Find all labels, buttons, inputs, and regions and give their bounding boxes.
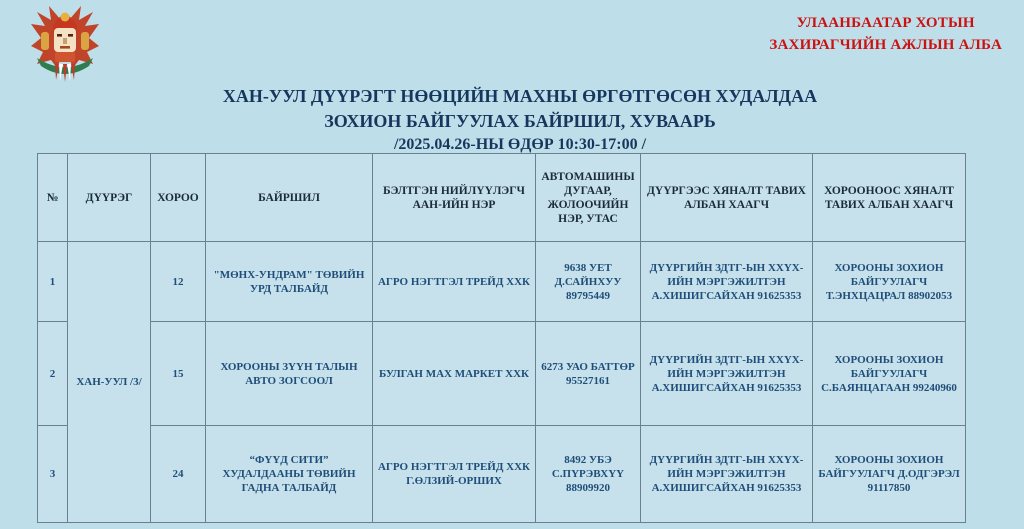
cell-vehicle: 9638 УЕТ Д.САЙНХУУ 89795449 bbox=[536, 242, 641, 322]
cell-location: ХОРООНЫ ЗҮҮН ТАЛЫН АВТО ЗОГСООЛ bbox=[206, 322, 373, 426]
table-row bbox=[38, 426, 966, 523]
cell-district-officer: ДҮҮРГИЙН ЗДТГ-ЫН ХХҮХ-ИЙН МЭРГЭЖИЛТЭН А.ХИШИГСАЙХАН 91625353 bbox=[641, 242, 813, 322]
cell-vehicle: 6273 УАО БАТТӨР 95527161 bbox=[536, 322, 641, 426]
cell-khoroo: 24 bbox=[151, 426, 206, 523]
table-row bbox=[38, 242, 966, 322]
col-header-supplier: БЭЛТГЭН НИЙЛҮҮЛЭГЧ ААН-ИЙН НЭР bbox=[373, 154, 536, 242]
org-name bbox=[769, 12, 1002, 56]
cell-khoroo-officer: ХОРООНЫ ЗОХИОН БАЙГУУЛАГЧ Т.ЭНХЦАЦРАЛ 88902053 bbox=[813, 242, 966, 322]
cell-khoroo: 12 bbox=[151, 242, 206, 322]
date-line: /2025.04.26-НЫ ӨДӨР 10:30-17:00 / bbox=[393, 136, 647, 153]
title-line1: ХАН-УУЛ ДҮҮРЭГТ НӨӨЦИЙН МАХНЫ ӨРГӨТГӨСӨН ХУДАЛДАА bbox=[222, 86, 818, 106]
cell-khoroo-officer: ХОРООНЫ ЗОХИОН БАЙГУУЛАГЧ С.БАЯНЦАГААН 99240960 bbox=[813, 322, 966, 426]
col-header-no: № bbox=[38, 154, 68, 242]
org-name-line1: УЛААНБААТАР ХОТЫН bbox=[796, 15, 975, 31]
col-header-district: ДҮҮРЭГ bbox=[68, 154, 151, 242]
col-header-district-officer: ДҮҮРГЭЭС ХЯНАЛТ ТАВИХ АЛБАН ХААГЧ bbox=[641, 154, 813, 242]
org-name-line2: ЗАХИРАГЧИЙН АЖЛЫН АЛБА bbox=[769, 37, 1002, 53]
col-header-location: БАЙРШИЛ bbox=[206, 154, 373, 242]
cell-location: “ФҮҮД СИТИ” ХУДАЛДААНЫ ТӨВИЙН ГАДНА ТАЛБАЙД bbox=[206, 426, 373, 523]
col-header-khoroo-officer: ХОРООНООС ХЯНАЛТ ТАВИХ АЛБАН ХААГЧ bbox=[813, 154, 966, 242]
col-header-vehicle: АВТОМАШИНЫ ДУГААР, ЖОЛООЧИЙН НЭР, УТАС bbox=[536, 154, 641, 242]
cell-district-officer: ДҮҮРГИЙН ЗДТГ-ЫН ХХҮХ-ИЙН МЭРГЭЖИЛТЭН А.ХИШИГСАЙХАН 91625353 bbox=[641, 322, 813, 426]
cell-no: 2 bbox=[38, 322, 68, 426]
document-title bbox=[20, 84, 1020, 156]
ulaanbaatar-emblem-icon bbox=[27, 2, 103, 84]
cell-no: 1 bbox=[38, 242, 68, 322]
cell-supplier: АГРО НЭГТГЭЛ ТРЕЙД ХХК Г.ӨЛЗИЙ-ОРШИХ bbox=[373, 426, 536, 523]
cell-supplier: АГРО НЭГТГЭЛ ТРЕЙД ХХК bbox=[373, 242, 536, 322]
cell-district-officer: ДҮҮРГИЙН ЗДТГ-ЫН ХХҮХ-ИЙН МЭРГЭЖИЛТЭН А.ХИШИГСАЙХАН 91625353 bbox=[641, 426, 813, 523]
cell-location: "МӨНХ-УНДРАМ" ТӨВИЙН УРД ТАЛБАЙД bbox=[206, 242, 373, 322]
cell-district: ХАН-УУЛ /3/ bbox=[68, 242, 151, 523]
table-row bbox=[38, 322, 966, 426]
title-line2: ЗОХИОН БАЙГУУЛАХ БАЙРШИЛ, ХУВААРЬ bbox=[324, 110, 716, 131]
cell-vehicle: 8492 УБЭ С.ПҮРЭВХҮҮ 88909920 bbox=[536, 426, 641, 523]
cell-khoroo-officer: ХОРООНЫ ЗОХИОН БАЙГУУЛАГЧ Д.ОДГЭРЭЛ 91117850 bbox=[813, 426, 966, 523]
cell-no: 3 bbox=[38, 426, 68, 523]
schedule-table bbox=[37, 153, 966, 523]
col-header-khoroo: ХОРОО bbox=[151, 154, 206, 242]
table-header-row bbox=[38, 154, 966, 242]
cell-supplier: БУЛГАН МАХ МАРКЕТ ХХК bbox=[373, 322, 536, 426]
cell-khoroo: 15 bbox=[151, 322, 206, 426]
